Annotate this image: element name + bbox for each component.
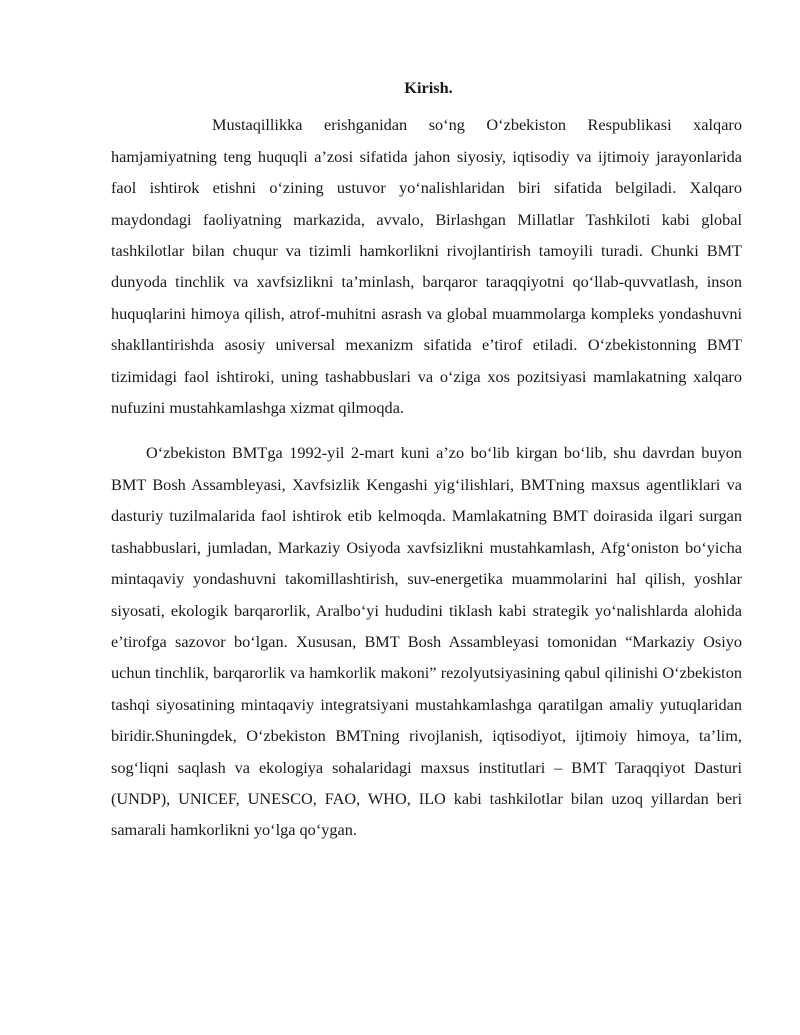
- paragraph-un-membership: O‘zbekiston BMTga 1992-yil 2-mart kuni a’zo bo‘lib kirgan bo‘lib, shu davrdan buyon BMT Bosh Assambleyasi, Xavfsizlik Kengashi yig‘ilishlari, BMTning maxsus agentliklari va dasturiy tuzilmalarida faol ishtirok etib kelmoqda. Mamlakatning BMT doirasida ilgari surgan tashabbuslari, jumladan, Markaziy Osiyoda xavfsizlikni mustahkamlash, Afg‘oniston bo‘yicha mintaqaviy yondashuvni takomillashtirish, suv-energetika muammolarini hal qilish, yoshlar siyosati, ekologik barqarorlik, Aralbo‘yi hududini tiklash kabi strategik yo‘nalishlarda alohida e’tirofga sazovor bo‘lgan. Xususan, BMT Bosh Assambleyasi tomonidan “Markaziy Osiyo uchun tinchlik, barqarorlik va hamkorlik makoni” rezolyutsiyasining qabul qilinishi O‘zbekiston tashqi siyosatining mintaqaviy integratsiyani mustahkamlashga qaratilgan amaliy yutuqlaridan biridir.Shuningdek, O‘zbekiston BMTning rivojlanish, iqtisodiyot, ijtimoiy himoya, ta’lim, sog‘liqni saqlash va ekologiya sohalaridagi maxsus institutlari – BMT Taraqqiyot Dasturi (UNDP), UNICEF, UNESCO, FAO, WHO, ILO kabi tashkilotlar bilan uzoq yillardan beri samarali hamkorlikni yo‘lga qo‘ygan.: [111, 443, 742, 840]
- document-page: [111, 72, 742, 846]
- paragraph-intro: Mustaqillikka erishganidan so‘ng O‘zbekiston Respublikasi xalqaro hamjamiyatning teng huquqli a’zosi sifatida jahon siyosiy, iqtisodiy va ijtimoiy jarayonlarida faol ishtirok etishni o‘zining ustuvor yo‘nalishlaridan biri sifatida belgiladi. Xalqaro maydondagi faoliyatning markazida, avvalo, Birlashgan Millatlar Tashkiloti kabi global tashkilotlar bilan chuqur va tizimli hamkorlikni rivojlantirish tamoyili turadi. Chunki BMT dunyoda tinchlik va xavfsizlikni ta’minlash, barqaror taraqqiyotni qo‘llab-quvvatlash, inson huquqlarini himoya qilish, atrof-muhitni asrash va global muammolarga kompleks yondashuvni shakllantirishda asosiy universal mexanizm sifatida e’tirof etiladi. O‘zbekistonning BMT tizimidagi faol ishtiroki, uning tashabbuslari va o‘ziga xos pozitsiyasi mamlakatning xalqaro nufuzini mustahkamlashga xizmat qilmoqda.: [111, 115, 742, 418]
- document-title: Kirish.: [404, 78, 453, 97]
